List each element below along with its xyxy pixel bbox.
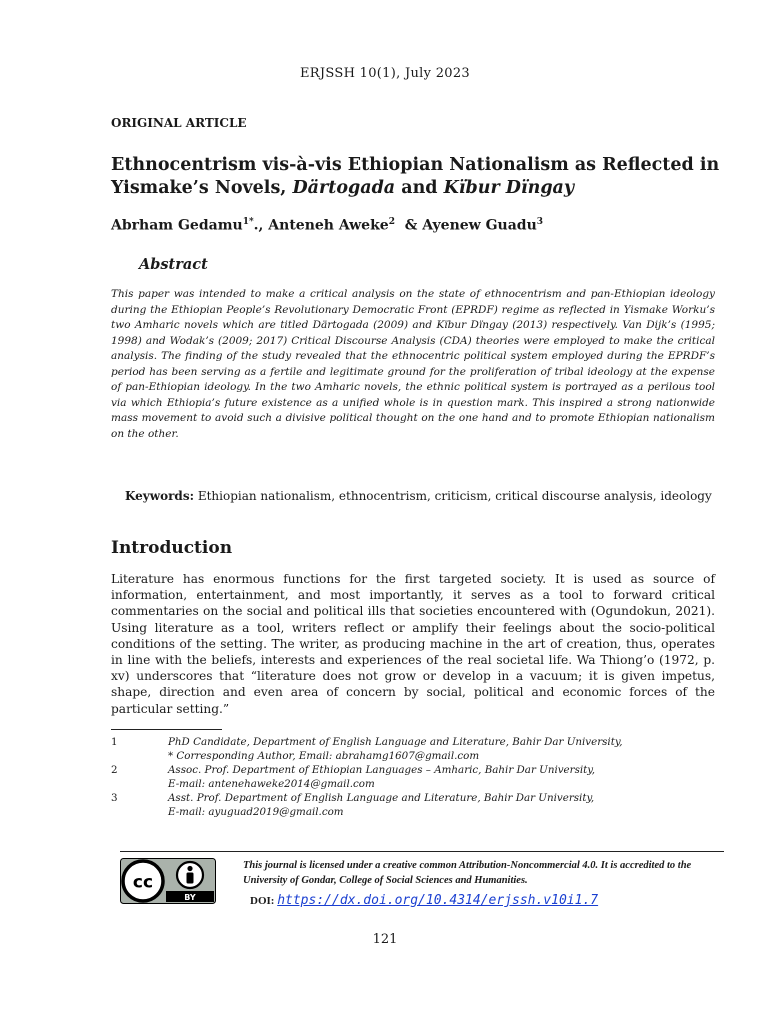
doi-label: DOI: bbox=[250, 895, 278, 907]
title-novel-1: Därtogada bbox=[292, 178, 396, 198]
license-rule bbox=[120, 851, 724, 852]
author-2: Anteneh Aweke bbox=[268, 217, 389, 234]
title-main: Ethnocentrism vis-à-vis Ethiopian Nationalism as Reflected in Yismake’s Novels, bbox=[111, 155, 720, 198]
article-type: ORIGINAL ARTICLE bbox=[111, 116, 247, 130]
footnote-number: 1 bbox=[111, 736, 118, 748]
footnote-number: 3 bbox=[111, 792, 118, 804]
running-head: ERJSSH 10(1), July 2023 bbox=[300, 66, 470, 81]
footnote-number: 2 bbox=[111, 764, 118, 776]
footnote-rule bbox=[111, 729, 222, 730]
page-number: 121 bbox=[372, 932, 398, 947]
cc-badge-label: cc bbox=[132, 872, 154, 893]
article-title bbox=[111, 154, 721, 200]
section-heading-introduction: Introduction bbox=[111, 538, 233, 558]
license-text: This journal is licensed under a creative common Attribution-Noncommercial 4.0. It is accredited to the University of Gondar, College of Social Sciences and Humanities. bbox=[243, 860, 692, 886]
author-1-affiliation: 1* bbox=[242, 217, 254, 227]
title-novel-2: Kïbur Dïngay bbox=[443, 178, 575, 198]
keywords-text: Ethiopian nationalism, ethnocentrism, criticism, critical discourse analysis, ideology bbox=[194, 489, 712, 503]
footnote-email: E-mail: ayuguad2019@gmail.com bbox=[168, 806, 344, 818]
doi-line bbox=[250, 893, 598, 908]
footnote-affiliation: Asst. Prof. Department of English Language and Literature, Bahir Dar University, bbox=[168, 792, 595, 804]
author-separator-1: ., bbox=[253, 217, 269, 234]
by-badge-label: BY bbox=[184, 893, 196, 902]
keywords bbox=[125, 488, 717, 505]
author-3-affiliation: 3 bbox=[536, 217, 544, 227]
title-and: and bbox=[395, 178, 444, 198]
author-1: Abrham Gedamu bbox=[111, 217, 243, 234]
author-list bbox=[111, 217, 543, 234]
keywords-label: Keywords: bbox=[125, 489, 195, 503]
abstract-heading: Abstract bbox=[139, 256, 208, 273]
footnote-email: * Corresponding Author, Email: abrahamg1607@gmail.com bbox=[168, 750, 480, 762]
introduction-text: Literature has enormous functions for the first targeted society. It is used as source of information, entertainment, and most importantly, it serves as a tool to forward critical commentaries on the social and political ills that societies encountered with (Ogundokun, 2021). Using literature as a tool, writers reflect or amplify their feelings about the socio-political conditions of the setting. The writer, as producing machine in the art of creation, thus, operates in line with the beliefs, interests and experiences of the real societal life. Wa Thiong’o (1972, p. xv) underscores that “literature does not grow or develop in a vacuum; it is given impetus, shape, direction and even area of concern by social, political and economic forces of the particular setting.” bbox=[111, 572, 715, 716]
author-separator-2: & bbox=[394, 217, 423, 234]
author-3: Ayenew Guadu bbox=[422, 217, 537, 234]
footnote-affiliation: Assoc. Prof. Department of Ethiopian Languages – Amharic, Bahir Dar University, bbox=[168, 764, 596, 776]
footnote-affiliation: PhD Candidate, Department of English Language and Literature, Bahir Dar University, bbox=[168, 736, 623, 748]
doi-link[interactable]: https://dx.doi.org/10.4314/erjssh.v10i1.7 bbox=[277, 893, 599, 908]
author-2-affiliation: 2 bbox=[388, 217, 395, 227]
cc-by-license-icon bbox=[120, 858, 216, 904]
abstract-text: This paper was intended to make a critical analysis on the state of ethnocentrism and pan-Ethiopian ideology during the Ethiopian People’s Revolutionary Democratic Front (EPRDF) regime as reflected in Yismake Worku’s two Amharic novels which are titled Därtogada (2009) and Kïbur Dïngay (2013) respectively. Van Dijk’s (1995; 1998) and Wodak’s (2009; 2017) Critical Discourse Analysis (CDA) theories were employed to make the critical analysis. The finding of the study revealed that the ethnocentric political system employed during the EPRDF’s period has been serving as a fertile and legitimate ground for the proliferation of tribal ideology at the expense of pan-Ethiopian ideology. In the two Amharic novels, the ethnic political system is portrayed as a perilous tool via which Ethiopia’s future existence as a unified whole is in question mark. This inspired a strong nationwide mass movement to avoid such a divisive political thought on the one hand and to promote Ethiopian nationalism on the other. bbox=[111, 288, 715, 440]
footnote-email: E-mail: antenehaweke2014@gmail.com bbox=[168, 778, 375, 790]
